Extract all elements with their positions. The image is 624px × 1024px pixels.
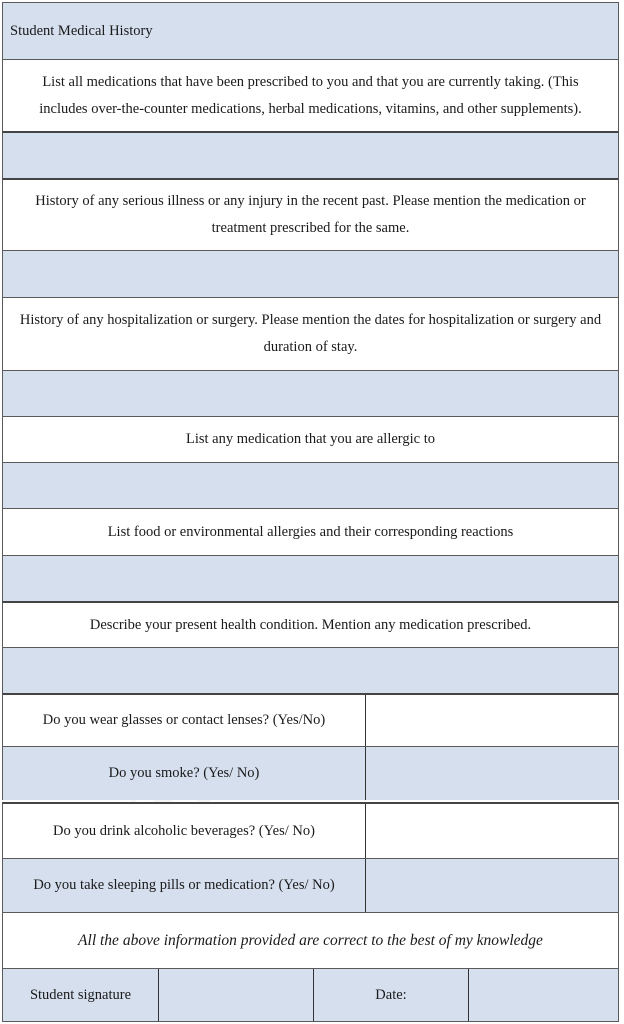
question-row-alcohol (2, 802, 619, 858)
question-sleeping-pills: Do you take sleeping pills or medication? (Yes/ No) (33, 877, 335, 893)
answer-medications[interactable] (2, 131, 619, 178)
signature-field[interactable] (158, 969, 313, 1021)
question-alcohol: Do you drink alcoholic beverages? (Yes/ No) (53, 822, 315, 839)
signature-label: Student signature (29, 986, 132, 1003)
prompt-hospitalization: History of any hospitalization or surgery. Please mention the dates for hospitalization or surgery and duration of stay. (2, 297, 619, 370)
answer-hospitalization[interactable] (2, 370, 619, 416)
question-smoke: Do you smoke? (Yes/ No) (108, 765, 260, 781)
answer-food-allergy[interactable] (2, 555, 619, 601)
question-row-smoke (2, 746, 619, 800)
signature-row (2, 968, 619, 1022)
question-glasses: Do you wear glasses or contact lenses? (Yes/No) (42, 712, 326, 728)
question-row-glasses (2, 693, 619, 746)
prompt-medications: List all medications that have been prescribed to you and that you are currently taking. (This includes over-the-counter medications, herbal medications, vitamins, and other supplements). (2, 59, 619, 131)
prompt-medication-allergy: List any medication that you are allergic to (2, 416, 619, 462)
answer-alcohol[interactable] (365, 804, 618, 858)
form-title: Student Medical History (2, 2, 619, 59)
answer-health-condition[interactable] (2, 647, 619, 693)
answer-medication-allergy[interactable] (2, 462, 619, 508)
declaration: All the above information provided are correct to the best of my knowledge (2, 912, 619, 968)
prompt-food-allergy: List food or environmental allergies and their corresponding reactions (2, 508, 619, 555)
prompt-illness: History of any serious illness or any injury in the recent past. Please mention the medication or treatment prescribed for the same. (2, 178, 619, 250)
prompt-health-condition: Describe your present health condition. Mention any medication prescribed. (2, 601, 619, 647)
answer-smoke[interactable] (365, 747, 618, 800)
medical-history-form (2, 2, 621, 1022)
question-row-sleeping-pills (2, 858, 619, 912)
answer-glasses[interactable] (365, 695, 618, 746)
answer-illness[interactable] (2, 250, 619, 297)
answer-sleeping-pills[interactable] (365, 859, 618, 912)
date-label: Date: (313, 969, 468, 1021)
date-field[interactable] (468, 969, 618, 1021)
